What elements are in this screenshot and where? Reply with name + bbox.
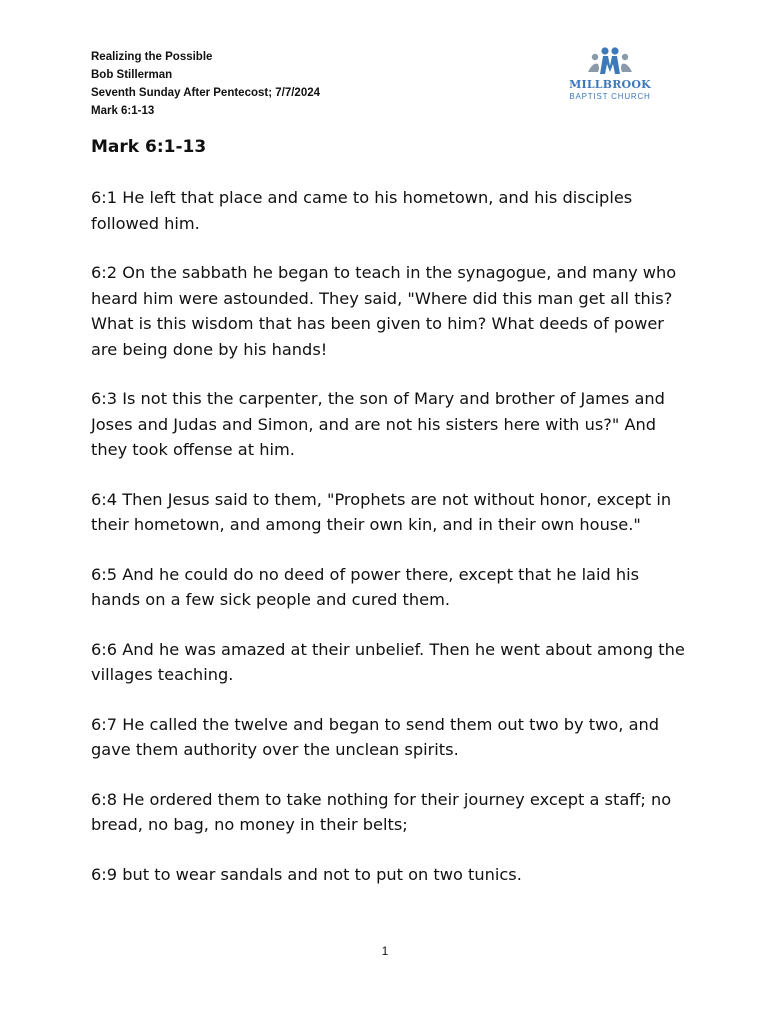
verse: 6:8 He ordered them to take nothing for their journey except a staff; no bread, no bag, no money in their belts; <box>91 789 672 834</box>
verse: 6:1 He left that place and came to his hometown, and his disciples followed him. <box>91 188 633 233</box>
verse: 6:5 And he could do no deed of power there, except that he laid his hands on a few sick people and cured them. <box>91 564 640 609</box>
verse: 6:4 Then Jesus said to them, "Prophets are not without honor, except in their hometown, and among their own kin, and in their own house." <box>91 489 672 534</box>
logo-name: MILLBROOK <box>569 78 651 91</box>
verse: 6:9 but to wear sandals and not to put on two tunics. <box>91 864 522 884</box>
church-logo <box>560 44 660 106</box>
preacher-name: Bob Stillerman <box>91 69 173 81</box>
logo-subtitle: BAPTIST CHURCH <box>569 92 651 101</box>
verse: 6:2 On the sabbath he began to teach in the synagogue, and many who heard him were astounded. They said, "Where did this man get all this? What is this wisdom that has been given to him? What deeds of power are being done by his hands! <box>91 263 677 359</box>
document-header <box>91 48 320 120</box>
page-number: 1 <box>381 944 389 958</box>
occasion-date: Seventh Sunday After Pentecost; 7/7/2024 <box>91 87 321 99</box>
passage-title: Mark 6:1-13 <box>91 137 207 157</box>
church-people-logo-icon <box>560 44 660 78</box>
verse: 6:6 And he was amazed at their unbelief. Then he went about among the villages teaching. <box>91 639 685 684</box>
verse-list <box>91 185 691 911</box>
verse: 6:7 He called the twelve and began to send them out two by two, and gave them authority over the unclean spirits. <box>91 714 660 759</box>
scripture-reference: Mark 6:1-13 <box>91 105 155 117</box>
verse: 6:3 Is not this the carpenter, the son of Mary and brother of James and Joses and Judas and Simon, and are not his sisters here with us?" And they took offense at him. <box>91 389 665 459</box>
sermon-title: Realizing the Possible <box>91 51 213 63</box>
